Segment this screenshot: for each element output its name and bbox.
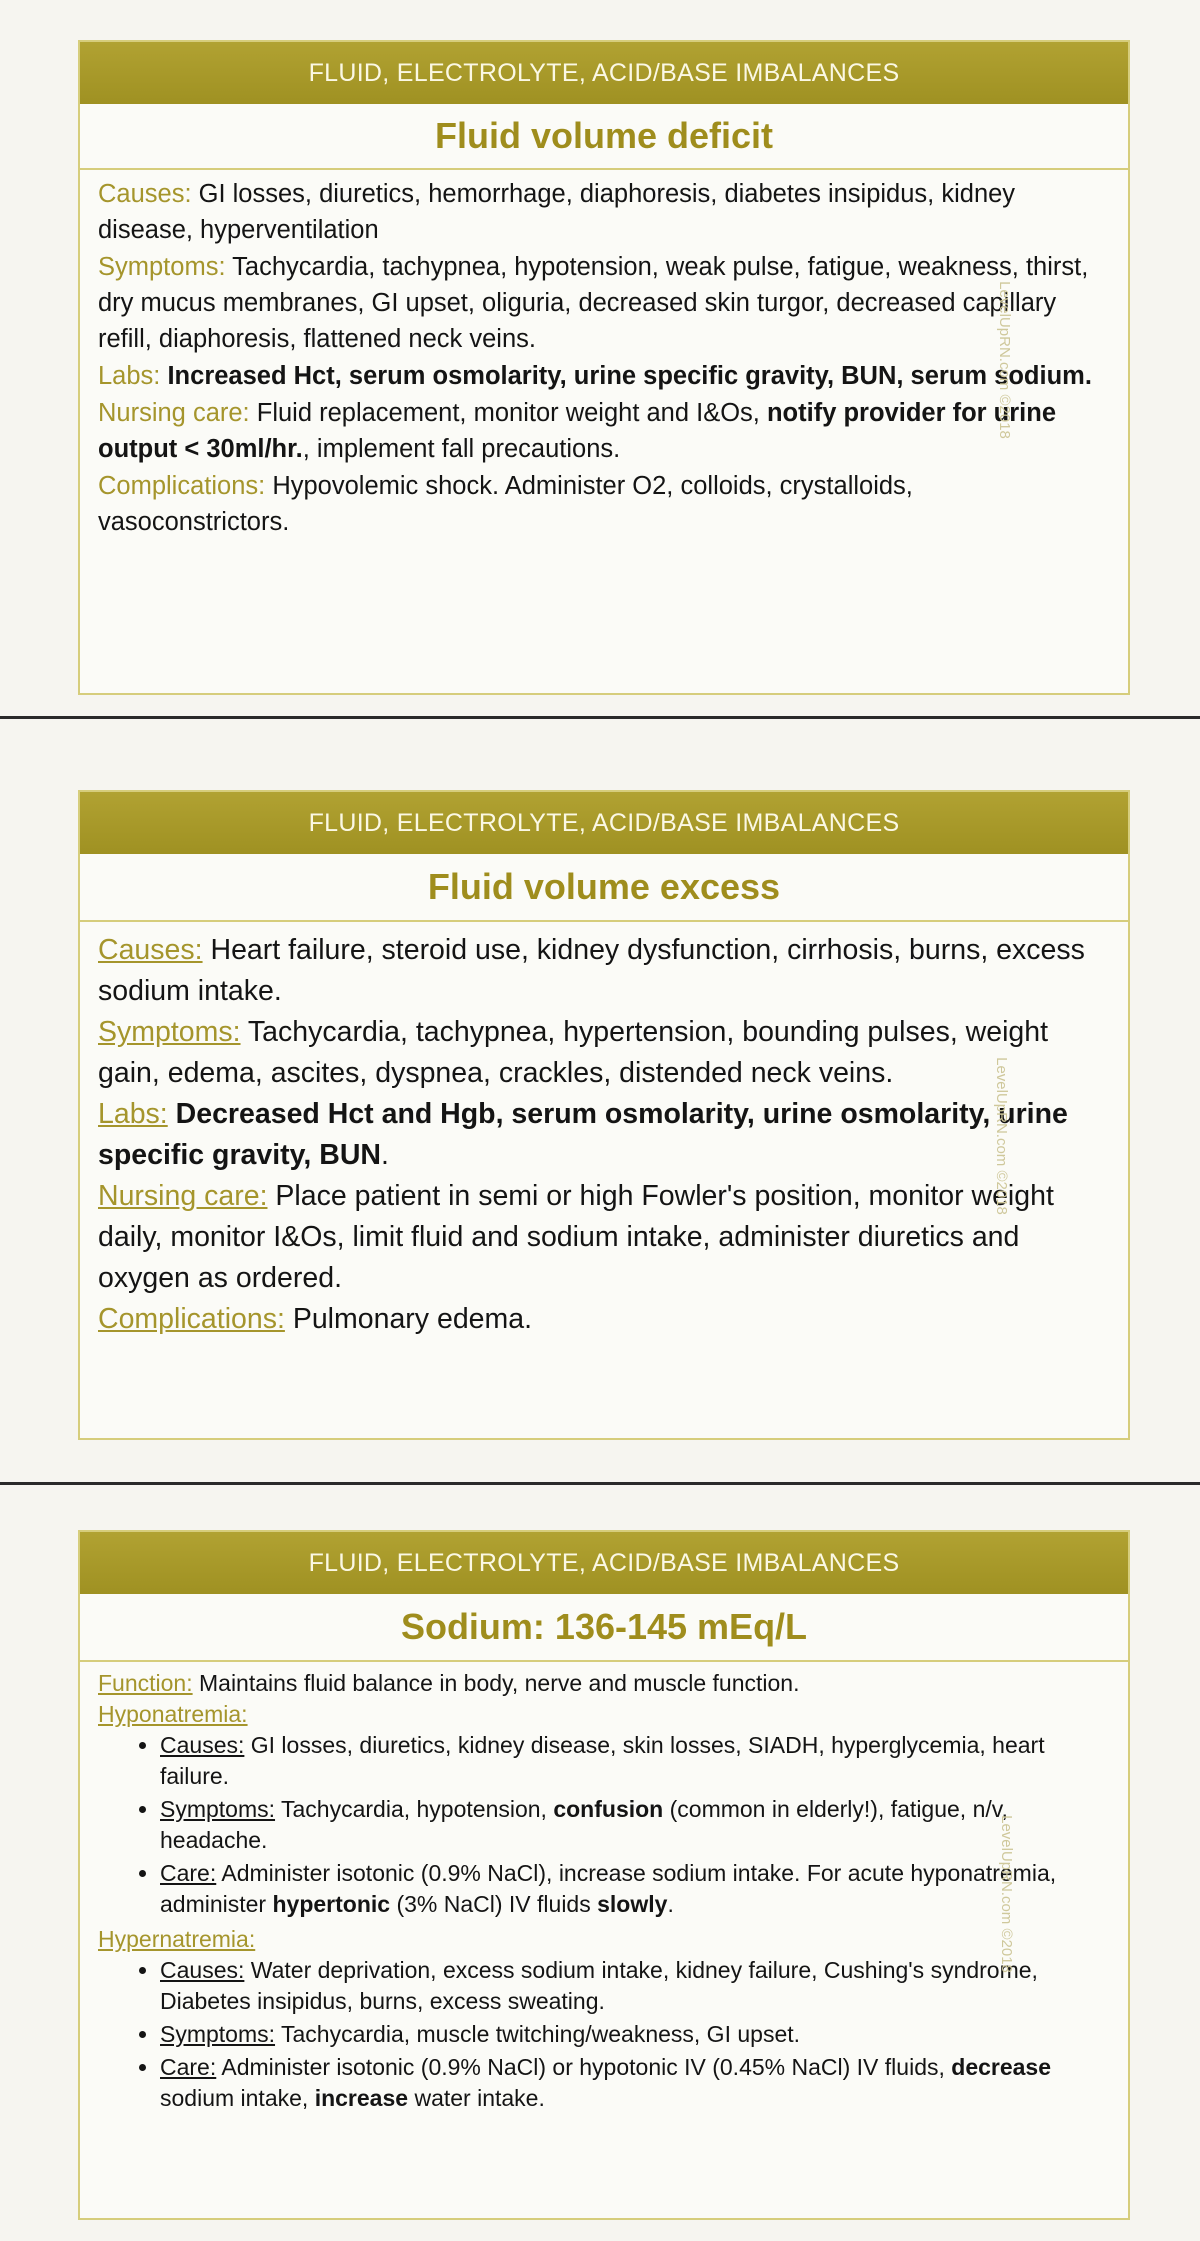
card-title: Fluid volume excess bbox=[80, 854, 1128, 922]
hyper-care-text-2: sodium intake, bbox=[160, 2085, 315, 2111]
function-line bbox=[98, 1668, 1110, 1699]
flashcard-fluid-volume-deficit bbox=[78, 40, 1130, 695]
card-body bbox=[80, 170, 1128, 550]
complications-line bbox=[98, 1299, 1110, 1340]
hypernatremia-label: Hypernatremia: bbox=[98, 1926, 256, 1952]
watermark: LevelUpRN.com ©2018 bbox=[993, 1057, 1011, 1215]
labs-line bbox=[98, 1094, 1110, 1176]
nursing-care-line bbox=[98, 395, 1110, 467]
causes-line bbox=[98, 930, 1110, 1012]
causes-text: GI losses, diuretics, hemorrhage, diaphoresis, diabetes insipidus, kidney disease, hyperventilation bbox=[98, 180, 1016, 244]
hypo-symptoms-bold: confusion bbox=[553, 1796, 664, 1822]
card-body bbox=[80, 1662, 1128, 2126]
page-divider-bottom bbox=[0, 1482, 1200, 1485]
card-title: Fluid volume deficit bbox=[80, 104, 1128, 170]
causes-text: Heart failure, steroid use, kidney dysfunction, cirrhosis, burns, excess sodium intake. bbox=[98, 934, 1085, 1007]
hyponatremia-label: Hyponatremia: bbox=[98, 1701, 248, 1727]
flashcard-fluid-volume-excess bbox=[78, 790, 1130, 1440]
hyper-care-text-end: water intake. bbox=[408, 2085, 545, 2111]
symptoms-label: Symptoms: bbox=[98, 253, 226, 281]
hypo-care-bold-slowly: slowly bbox=[597, 1891, 668, 1917]
hyper-symptoms-label: Symptoms: bbox=[160, 2021, 276, 2047]
card-body bbox=[80, 922, 1128, 1350]
flashcard-sodium bbox=[78, 1530, 1130, 2220]
complications-line bbox=[98, 468, 1110, 540]
hypo-symptoms-text: Tachycardia, hypotension, bbox=[275, 1796, 554, 1822]
hypo-symptoms-text-end: (common in elderly!), fatigue, n/v, headache. bbox=[160, 1796, 1008, 1853]
list-item bbox=[160, 2052, 1110, 2114]
list-item bbox=[160, 1955, 1110, 2017]
hyper-care-text: Administer isotonic (0.9% NaCl) or hypotonic IV (0.45% NaCl) IV fluids, bbox=[216, 2054, 952, 2080]
labs-text: Increased Hct, serum osmolarity, urine specific gravity, BUN, serum sodium. bbox=[160, 362, 1092, 390]
hypernatremia-list bbox=[98, 1955, 1110, 2114]
labs-end: . bbox=[380, 1139, 389, 1171]
symptoms-text: Tachycardia, tachypnea, hypotension, weak pulse, fatigue, weakness, thirst, dry mucus membranes, GI upset, oliguria, decreased skin turgor, decreased capillary refill, diaphoresis, flattened neck veins. bbox=[98, 253, 1089, 353]
hypo-symptoms-label: Symptoms: bbox=[160, 1796, 276, 1822]
hyper-care-bold-increase: increase bbox=[314, 2085, 409, 2111]
nursing-care-text: Place patient in semi or high Fowler's position, monitor weight daily, monitor I&Os, limit fluid and sodium intake, administer diuretics and oxygen as ordered. bbox=[98, 1180, 1054, 1294]
function-label: Function: bbox=[98, 1670, 193, 1696]
hypo-care-label: Care: bbox=[160, 1860, 217, 1886]
list-item bbox=[160, 2019, 1110, 2050]
card-category-header: FLUID, ELECTROLYTE, ACID/BASE IMBALANCES bbox=[80, 42, 1128, 104]
nursing-care-text-end: , implement fall precautions. bbox=[302, 435, 621, 463]
card-title: Sodium: 136-145 mEq/L bbox=[80, 1594, 1128, 1662]
labs-label: Labs: bbox=[98, 1098, 168, 1130]
hypo-care-text: Administer isotonic (0.9% NaCl), increase sodium intake. For acute hyponatremia, administer bbox=[160, 1860, 1057, 1917]
causes-line bbox=[98, 176, 1110, 248]
hypo-causes-label: Causes: bbox=[160, 1732, 245, 1758]
nursing-care-line bbox=[98, 1176, 1110, 1299]
symptoms-text: Tachycardia, tachypnea, hypertension, bounding pulses, weight gain, edema, ascites, dyspnea, crackles, distended neck veins. bbox=[98, 1016, 1049, 1089]
labs-text: Decreased Hct and Hgb, serum osmolarity, urine osmolarity, urine specific gravity, BUN bbox=[98, 1098, 1068, 1171]
causes-label: Causes: bbox=[98, 180, 192, 208]
function-text: Maintains fluid balance in body, nerve and muscle function. bbox=[192, 1670, 800, 1696]
hypo-care-text-end: . bbox=[667, 1891, 674, 1917]
hypernatremia-heading bbox=[98, 1924, 1110, 1955]
hypo-causes-text: GI losses, diuretics, kidney disease, skin losses, SIADH, hyperglycemia, heart failure. bbox=[160, 1732, 1045, 1789]
nursing-care-bold: notify provider for urine output < 30ml/hr. bbox=[98, 399, 1057, 463]
list-item bbox=[160, 1858, 1110, 1920]
nursing-care-label: Nursing care: bbox=[98, 399, 250, 427]
hypo-care-bold-hypertonic: hypertonic bbox=[272, 1891, 391, 1917]
watermark: LevelUpRN.com ©2018 bbox=[996, 281, 1014, 439]
list-item bbox=[160, 1794, 1110, 1856]
complications-label: Complications: bbox=[98, 472, 266, 500]
hyper-causes-text: Water deprivation, excess sodium intake, kidney failure, Cushing's syndrome, Diabetes insipidus, burns, excess sweating. bbox=[160, 1957, 1038, 2014]
hyper-care-bold-decrease: decrease bbox=[951, 2054, 1052, 2080]
hyper-symptoms-text: Tachycardia, muscle twitching/weakness, GI upset. bbox=[275, 2021, 801, 2047]
complications-text: Hypovolemic shock. Administer O2, colloids, crystalloids, vasoconstrictors. bbox=[98, 472, 913, 536]
nursing-care-label: Nursing care: bbox=[98, 1180, 268, 1212]
list-item bbox=[160, 1730, 1110, 1792]
card-category-header: FLUID, ELECTROLYTE, ACID/BASE IMBALANCES bbox=[80, 1532, 1128, 1594]
card-category-header: FLUID, ELECTROLYTE, ACID/BASE IMBALANCES bbox=[80, 792, 1128, 854]
hyper-care-label: Care: bbox=[160, 2054, 217, 2080]
symptoms-label: Symptoms: bbox=[98, 1016, 241, 1048]
labs-label: Labs: bbox=[98, 362, 161, 390]
hypo-care-text-2: (3% NaCl) IV fluids bbox=[390, 1891, 598, 1917]
symptoms-line bbox=[98, 249, 1110, 357]
complications-label: Complications: bbox=[98, 1303, 285, 1335]
complications-text: Pulmonary edema. bbox=[284, 1303, 533, 1335]
hyponatremia-heading bbox=[98, 1699, 1110, 1730]
nursing-care-text: Fluid replacement, monitor weight and I&Os, bbox=[249, 399, 767, 427]
hyper-causes-label: Causes: bbox=[160, 1957, 245, 1983]
hyponatremia-list bbox=[98, 1730, 1110, 1920]
page-divider-top bbox=[0, 716, 1200, 719]
watermark: LevelUpRN.com ©2018 bbox=[998, 1815, 1016, 1973]
symptoms-line bbox=[98, 1012, 1110, 1094]
causes-label: Causes: bbox=[98, 934, 203, 966]
labs-line bbox=[98, 358, 1110, 394]
